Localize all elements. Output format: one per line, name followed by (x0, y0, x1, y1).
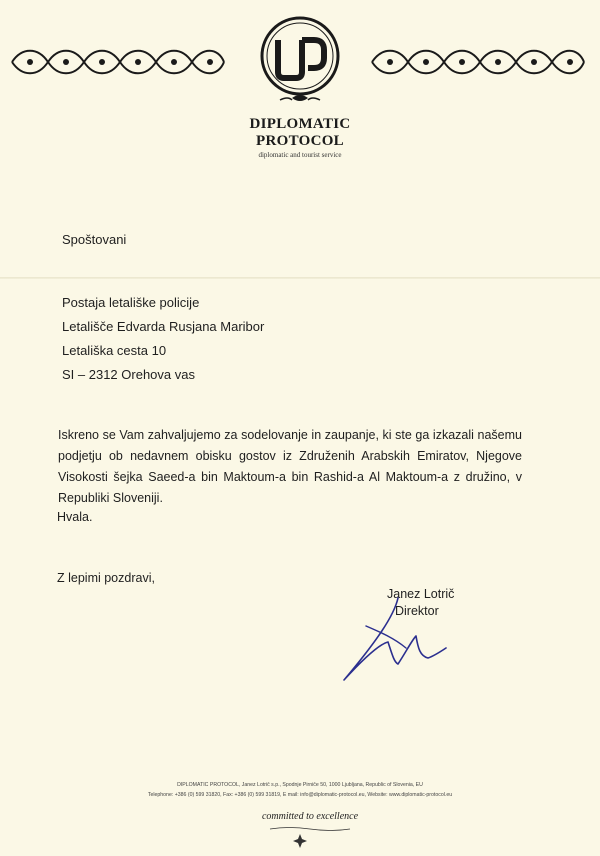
footer-emblem-icon (292, 833, 308, 849)
signer-title: Direktor (395, 604, 439, 618)
recipient-line: SI – 2312 Orehova vas (62, 367, 195, 382)
motto-flourish (268, 826, 352, 832)
footer-company-address: DIPLOMATIC PROTOCOL, Janez Lotrič s.p., Spodnje Pirniče 50, 1000 Ljubljana, Republic of Slovenia, EU (177, 782, 423, 788)
brand-name-line2: PROTOCOL (256, 133, 344, 149)
right-ornament-border (368, 45, 588, 79)
recipient-line: Postaja letališke policije (62, 295, 200, 310)
brand-name-line1: DIPLOMATIC (249, 116, 351, 132)
letter-body: Iskreno se Vam zahvaljujemo za sodelovanje in zaupanje, ki ste ga izkazali našemu podjetju ob nedavnem obisku gostov iz Združenih Arabskih Emiratov, Njegove Visokosti šejka Saeed-a bin Maktoum-a bin Rashid-a Al Maktoum-a z družino, v Republiki Sloveniji. (58, 428, 522, 505)
brand-tagline: diplomatic and tourist service (258, 151, 342, 159)
footer-contact-info: Telephone: +386 (0) 599 31820, Fax: +386 (0) 599 31819, E mail: info@diplomatic-protocol.eu, Website: www.diplomatic-protocol.eu (147, 792, 453, 798)
footer-motto: committed to excellence (261, 811, 359, 822)
handwritten-signature (336, 596, 448, 682)
signer-name: Janez Lotrič (387, 587, 455, 601)
company-logo-emblem (258, 14, 342, 110)
letter-thanks: Hvala. (57, 510, 93, 524)
recipient-line: Letališče Edvarda Rusjana Maribor (62, 319, 265, 334)
left-ornament-border (8, 45, 228, 79)
letter-closing: Z lepimi pozdravi, (57, 571, 155, 585)
letter-greeting: Spoštovani (62, 232, 127, 247)
recipient-line: Letališka cesta 10 (62, 343, 167, 358)
paper-fold-line (0, 277, 600, 279)
